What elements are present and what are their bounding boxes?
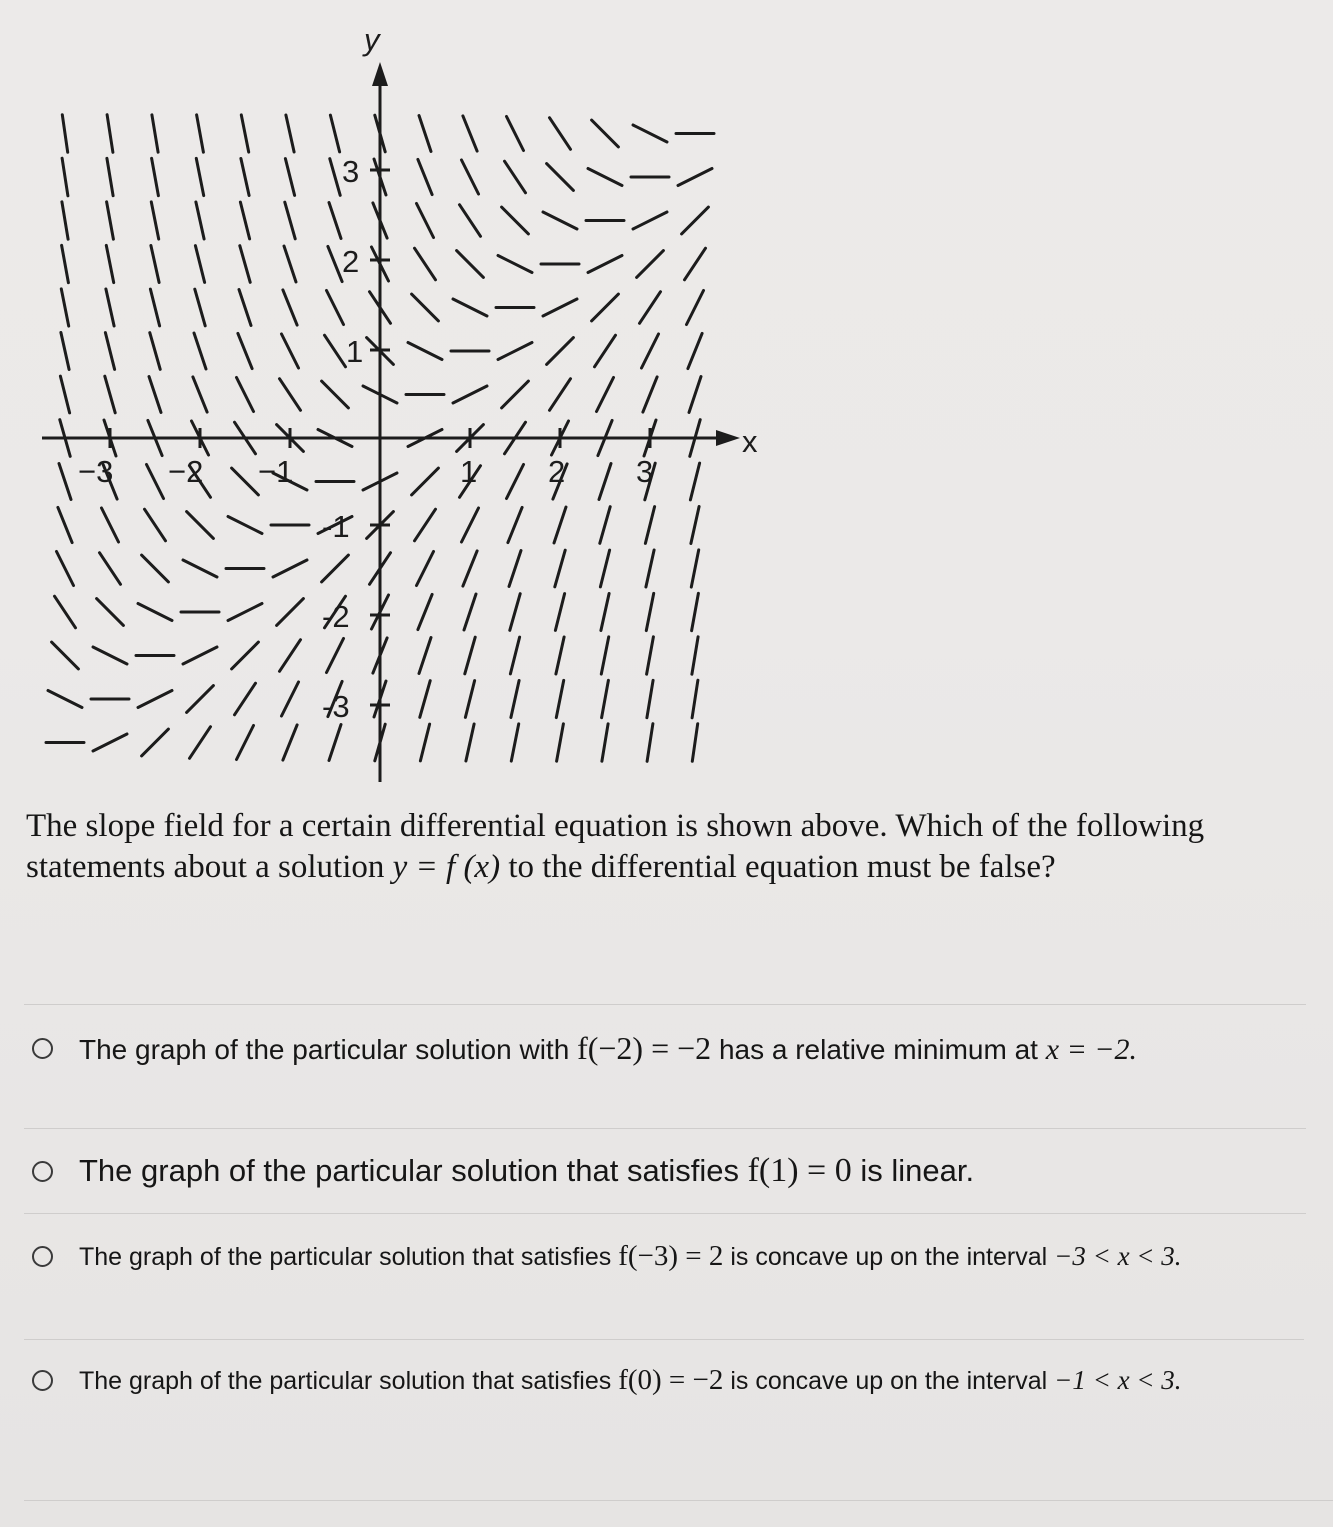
question-line-2-post: to the differential equation must be false? — [500, 849, 1056, 885]
radio-button[interactable] — [32, 1161, 53, 1182]
slope-segment — [330, 115, 339, 152]
slope-segment — [59, 464, 71, 500]
slope-segment — [601, 637, 608, 674]
slope-segment — [555, 550, 565, 587]
divider — [24, 1128, 1306, 1129]
slope-segment — [107, 158, 113, 195]
slope-segment — [511, 724, 518, 761]
slope-segment — [238, 333, 252, 368]
x-axis-label: x — [742, 424, 758, 459]
slope-segment — [408, 343, 442, 360]
slope-segment — [48, 691, 82, 708]
slope-segment — [463, 551, 477, 586]
slope-segment — [106, 245, 113, 282]
y-axis-arrow — [372, 62, 388, 86]
slope-segment — [61, 333, 69, 370]
slope-segment — [232, 468, 259, 495]
slope-segment — [329, 725, 341, 761]
slope-segment — [556, 680, 563, 717]
divider — [24, 1500, 1333, 1501]
divider — [24, 1004, 1306, 1005]
slope-segment — [107, 202, 114, 239]
slope-segment — [237, 378, 254, 412]
slope-segment — [555, 594, 564, 631]
y-tick-label: -3 — [322, 689, 350, 724]
y-tick-label: 3 — [342, 154, 360, 189]
slope-segment — [235, 683, 256, 715]
slope-segment — [510, 594, 520, 631]
question-math: y = f (x) — [392, 849, 501, 885]
slope-segment — [690, 463, 699, 500]
slope-segment — [595, 335, 616, 367]
slope-segment — [511, 681, 519, 718]
slope-segment — [327, 639, 344, 673]
slope-segment — [62, 158, 68, 196]
slope-segment — [556, 637, 564, 674]
slope-segment — [147, 465, 164, 499]
slope-segment — [465, 637, 475, 674]
slope-segment — [600, 507, 610, 544]
slope-segment — [465, 681, 474, 718]
slope-segment — [190, 727, 211, 759]
slope-segment — [150, 333, 160, 370]
slope-segment — [273, 560, 307, 577]
slope-segment — [692, 593, 699, 630]
slope-segment — [138, 691, 172, 708]
slope-segment — [640, 292, 661, 324]
slope-segment — [463, 116, 477, 151]
slope-segment — [462, 508, 479, 542]
slope-segment — [554, 507, 566, 543]
y-tick-label: 2 — [342, 244, 360, 279]
slope-segment — [602, 680, 609, 717]
slope-segment — [462, 160, 479, 194]
slope-segment — [687, 291, 704, 325]
x-tick-label: 2 — [548, 454, 566, 489]
radio-button[interactable] — [32, 1246, 53, 1267]
slope-segment — [633, 212, 667, 229]
slope-segment — [62, 245, 69, 282]
slope-segment — [502, 207, 529, 234]
slope-segment — [151, 202, 158, 239]
slope-segment — [602, 724, 608, 761]
slope-segment — [283, 725, 297, 760]
slope-segment — [688, 333, 702, 368]
slope-segment — [142, 555, 169, 582]
slope-segment — [237, 726, 254, 760]
slope-segment — [599, 464, 611, 500]
slope-segment — [240, 202, 249, 239]
slope-segment — [280, 640, 301, 672]
slope-segment — [592, 120, 619, 147]
slope-segment — [151, 246, 159, 283]
slope-segment — [97, 599, 124, 626]
slope-segment — [106, 289, 114, 326]
slope-segment — [277, 599, 304, 626]
option-label: The graph of the particular solution that satisfies f(1) = 0 is linear. — [79, 1152, 975, 1189]
slope-segment — [280, 379, 301, 411]
x-axis-arrow — [716, 430, 740, 446]
question-line-1: The slope field for a certain differential equation is shown above. Which of the following — [26, 808, 1205, 844]
y-tick-label: -1 — [322, 509, 350, 544]
x-tick-label: 1 — [460, 454, 478, 489]
slope-segment — [453, 299, 487, 316]
slope-segment — [322, 381, 349, 408]
slope-segment — [543, 299, 577, 316]
question-line-2-pre: statements about a solution — [26, 849, 393, 885]
slope-segment — [282, 334, 299, 368]
slope-segment — [197, 115, 204, 152]
slope-segment — [550, 379, 571, 411]
slope-segment — [325, 335, 346, 367]
slope-segment — [507, 117, 524, 151]
slope-segment — [601, 594, 609, 631]
slope-segment — [502, 381, 529, 408]
slope-segment — [643, 377, 657, 412]
slope-segment — [152, 115, 158, 152]
slope-segment — [285, 159, 294, 196]
slope-segment — [692, 724, 697, 762]
slope-segment — [412, 294, 439, 321]
slope-segment — [100, 553, 121, 585]
slope-segment — [507, 465, 524, 499]
slope-segment — [330, 159, 340, 196]
slope-segment — [550, 118, 571, 150]
slope-segment — [597, 378, 614, 412]
slope-segment — [187, 512, 214, 539]
slope-segment — [415, 509, 436, 541]
slope-segment — [55, 596, 76, 628]
slope-segment — [547, 164, 574, 191]
slope-segment — [232, 642, 259, 669]
slope-segment — [647, 637, 654, 674]
slope-segment — [183, 647, 217, 664]
slope-segment — [588, 256, 622, 273]
slope-segment — [228, 604, 262, 621]
slope-segment — [509, 551, 521, 587]
slope-segment — [142, 729, 169, 756]
slope-segment — [412, 468, 439, 495]
slope-segment — [328, 246, 342, 281]
option-a[interactable] — [32, 1030, 1137, 1067]
radio-button[interactable] — [32, 1370, 53, 1391]
slope-segment — [505, 161, 526, 193]
x-tick-label: −1 — [258, 454, 294, 489]
slope-segment — [419, 638, 431, 674]
slope-segment — [415, 248, 436, 280]
y-tick-label: -2 — [322, 599, 350, 634]
slope-segment — [105, 333, 114, 370]
slope-segment — [646, 593, 653, 630]
slope-segment — [418, 159, 432, 194]
slope-segment — [105, 376, 115, 413]
slope-segment — [62, 202, 68, 239]
slope-segment — [642, 334, 659, 368]
slope-segment — [457, 251, 484, 278]
slope-segment — [196, 158, 203, 195]
slope-segment — [183, 560, 217, 577]
slope-segment — [193, 377, 207, 412]
slope-segment — [600, 550, 609, 587]
slope-segment — [637, 251, 664, 278]
slope-segment — [241, 115, 248, 152]
slope-segment — [152, 158, 159, 195]
slope-segment — [647, 680, 653, 717]
slope-segment — [196, 202, 204, 239]
slope-segment — [543, 212, 577, 229]
slope-segment — [58, 507, 72, 542]
slope-segment — [329, 203, 341, 239]
slope-segment — [194, 333, 206, 369]
slope-segment — [239, 290, 251, 326]
slope-segment — [691, 550, 698, 587]
radio-button[interactable] — [32, 1038, 53, 1059]
slope-segment — [498, 256, 532, 273]
y-axis-label: y — [364, 22, 380, 57]
slope-segment — [228, 517, 262, 534]
slope-segment — [682, 207, 709, 234]
slope-segment — [419, 116, 431, 152]
slope-segment — [592, 294, 619, 321]
slope-segment — [645, 507, 654, 544]
slope-segment — [547, 338, 574, 365]
x-tick-label: 3 — [636, 454, 654, 489]
slope-segment — [691, 507, 699, 544]
slope-segment — [60, 376, 69, 413]
slope-segment — [689, 377, 701, 413]
option-c[interactable] — [32, 1240, 1182, 1273]
slope-field-graph — [0, 0, 790, 795]
slope-segment — [557, 724, 564, 761]
slope-segment — [93, 647, 127, 664]
option-label: The graph of the particular solution with f(−2) = −2 has a relative minimum at x = −2. — [79, 1030, 1138, 1066]
divider — [24, 1213, 1306, 1214]
y-tick-label: 1 — [346, 334, 364, 369]
question-text — [26, 806, 1316, 888]
option-b[interactable] — [32, 1152, 974, 1190]
slope-segment — [195, 289, 205, 326]
x-tick-label: −3 — [78, 454, 114, 489]
slope-segment — [284, 246, 296, 282]
slope-segment — [588, 169, 622, 186]
slope-segment — [286, 115, 294, 152]
slope-segment — [149, 377, 161, 413]
slope-segment — [61, 289, 68, 326]
slope-segment — [685, 248, 706, 280]
slope-segment — [692, 637, 698, 674]
slope-segment — [417, 204, 434, 238]
slope-segment — [322, 555, 349, 582]
x-tick-label: −2 — [168, 454, 204, 489]
slope-segment — [460, 205, 481, 237]
slope-segment — [52, 642, 79, 669]
slope-segment — [453, 386, 487, 403]
option-label: The graph of the particular solution that satisfies f(0) = −2 is concave up on the interval −1 < x < 3. — [79, 1364, 1182, 1396]
slope-segment — [510, 637, 519, 674]
option-d[interactable] — [32, 1364, 1182, 1397]
slope-segment — [420, 681, 430, 718]
slope-segment — [102, 508, 119, 542]
slope-segment — [498, 343, 532, 360]
slope-segment — [678, 169, 712, 186]
slope-segment — [647, 724, 653, 762]
slope-segment — [646, 550, 654, 587]
slope-segment — [417, 552, 434, 586]
slope-segment — [633, 125, 667, 142]
option-label: The graph of the particular solution that satisfies f(−3) = 2 is concave up on the interval −3 < x < 3. — [79, 1240, 1182, 1272]
slope-segment — [138, 604, 172, 621]
slope-segment — [464, 594, 476, 630]
slope-segment — [692, 680, 698, 718]
slope-segment — [93, 734, 127, 751]
slope-segment — [418, 594, 432, 629]
slope-segment — [240, 246, 250, 283]
slope-segment — [145, 509, 166, 541]
slope-segment — [187, 686, 214, 713]
slope-segment — [283, 290, 297, 325]
slope-segment — [195, 246, 204, 283]
slope-segment — [282, 682, 299, 716]
slope-segment — [57, 552, 74, 586]
slope-segment — [285, 202, 295, 239]
slope-segment — [107, 115, 113, 153]
slope-segment — [466, 724, 474, 761]
slope-segment — [420, 724, 429, 761]
slope-segment — [62, 115, 67, 153]
slope-segment — [327, 291, 344, 325]
slope-segment — [241, 159, 249, 196]
slope-segment — [150, 289, 159, 326]
divider — [24, 1339, 1304, 1340]
slope-segment — [508, 507, 522, 542]
